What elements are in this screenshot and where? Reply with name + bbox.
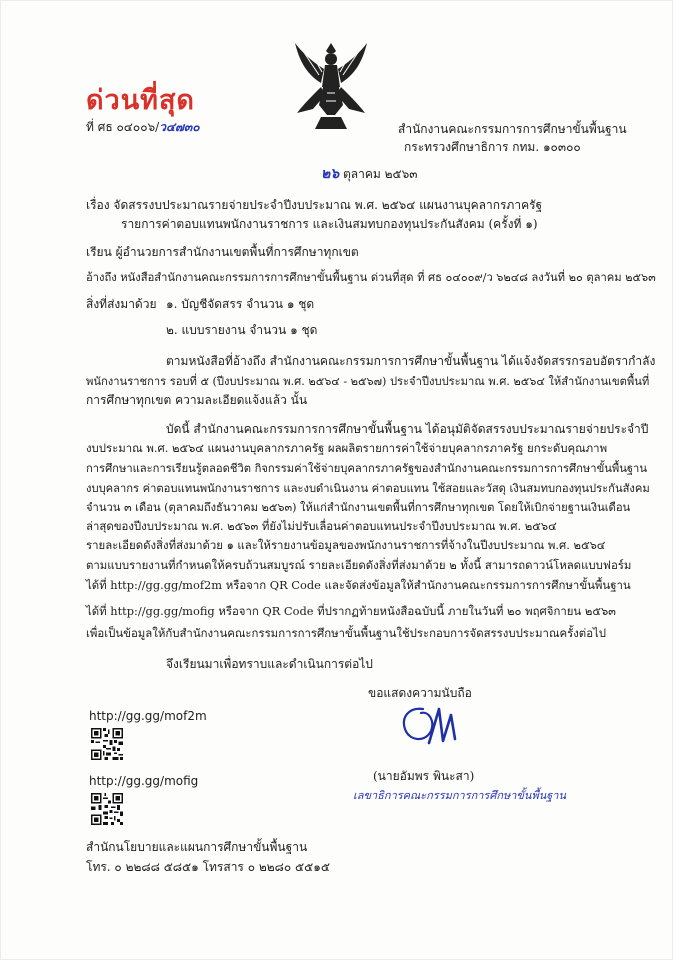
link-mof2m[interactable]: http://gg.gg/mof2m — [89, 709, 207, 723]
paragraph2-line: รายละเอียดดังสิ่งที่ส่งมาด้วย ๑ และให้รายงานข้อมูลของพนักงานราชการที่จ้างในปีงบประมาณ พ.ศ. ๒๕๖๔ — [86, 538, 606, 552]
qr-code-mofig[interactable] — [91, 793, 123, 825]
paragraph2-line: การศึกษาและการเรียนรู้ตลอดชีวิต กิจกรรมค่าใช้จ่ายบุคลากรภาครัฐของสำนักงานคณะกรรมการการศึกษาขั้นพื้นฐาน — [86, 462, 647, 475]
doc-number-prefix: ที่ ศธ ๐๔๐๐๖/ — [86, 120, 160, 134]
doc-number-handwritten: ว๔๗๓๐ — [159, 120, 200, 134]
paragraph2-line: จำนวน ๓ เดือน (ตุลาคมถึงธันวาคม ๒๕๖๓) ให้แก่สำนักงานเขตพื้นที่การศึกษาทุกเขต โดยให้เบิกจ่ายฐานเงินเดือน — [86, 501, 631, 514]
footer-unit: สำนักนโยบายและแผนการศึกษาขั้นพื้นฐาน — [86, 840, 308, 854]
reference: อ้างถึง หนังสือสำนักงานคณะกรรมการการศึกษาขั้นพื้นฐาน ด่วนที่สุด ที่ ศธ ๐๔๐๐๙/ว ๖๒๔๘ ลงวันที่ ๒๐ ตุลาคม ๒๕๖๓ — [86, 271, 656, 284]
office-name: สำนักงานคณะกรรมการการศึกษาขั้นพื้นฐาน — [398, 122, 627, 136]
paragraph2-line: ได้ที่ http://gg.gg/mof2m หรือจาก QR Code และจัดส่งข้อมูลให้สำนักงานคณะกรรมการการศึกษาขั้นพื้นฐาน — [86, 578, 631, 592]
paragraph2-line: งบประมาณ พ.ศ. ๒๕๖๔ แผนงานบุคลากรภาครัฐ ผลผลิตรายการค่าใช้จ่ายบุคลากรภาครัฐ ยกระดับคุณภาพ — [86, 441, 608, 455]
attachment-item-2: ๒. แบบรายงาน จำนวน ๑ ชุด — [166, 323, 318, 337]
paragraph2-line: บัดนี้ สำนักงานคณะกรรมการการศึกษาขั้นพื้นฐาน ได้อนุมัติจัดสรรงบประมาณรายจ่ายประจำปี — [166, 422, 649, 436]
letter-date — [321, 163, 417, 185]
signer-title: เลขาธิการคณะกรรมการการศึกษาขั้นพื้นฐาน — [353, 789, 566, 802]
date-month-year: ตุลาคม ๒๕๖๓ — [342, 167, 418, 181]
paragraph2-line: ได้ที่ http://gg.gg/mofig หรือจาก QR Code ที่ปรากฏท้ายหนังสือฉบับนี้ ภายในวันที่ ๒๐ พฤศจิกายน ๒๕๖๓ — [86, 604, 616, 618]
recipient: เรียน ผู้อำนวยการสำนักงานเขตพื้นที่การศึกษาทุกเขต — [86, 245, 359, 259]
paragraph2-line: เพื่อเป็นข้อมูลให้กับสำนักงานคณะกรรมการการศึกษาขั้นพื้นฐานใช้ประกอบการจัดสรรงบประมาณครั้งต่อไป — [86, 626, 607, 640]
signer-name: (นายอัมพร พินะสา) — [373, 769, 475, 783]
qr-code-mof2m[interactable] — [91, 728, 123, 760]
urgency-stamp: ด่วนที่สุด — [86, 85, 195, 116]
signature-image — [395, 703, 475, 753]
closing-request: จึงเรียนมาเพื่อทราบและดำเนินการต่อไป — [166, 657, 373, 671]
paragraph1-line: การศึกษาทุกเขต ความละเอียดแจ้งแล้ว นั้น — [86, 393, 308, 407]
footer-phone: โทร. ๐ ๒๒๘๘ ๕๘๕๑ โทรสาร ๐ ๒๒๘๐ ๕๕๑๕ — [86, 860, 330, 874]
office-address: กระทรวงศึกษาธิการ กทม. ๑๐๓๐๐ — [404, 140, 581, 154]
regards: ขอแสดงความนับถือ — [368, 686, 472, 700]
paragraph2-line: งบบุคลากร ค่าตอบแทนพนักงานราชการ และงบดำเนินงาน ค่าตอบแทน ใช้สอยและวัสดุ เงินสมทบกองทุนประกันสังคม — [86, 482, 650, 495]
paragraph2-line: ตามแบบรายงานที่กำหนดให้ครบถ้วนสมบูรณ์ รายละเอียดดังสิ่งที่ส่งมาด้วย ๒ ทั้งนี้ สามารถดาวน์โหลดแบบฟอร์ม — [86, 558, 632, 572]
paragraph1-line: ตามหนังสือที่อ้างถึง สำนักงานคณะกรรมการการศึกษาขั้นพื้นฐาน ได้แจ้งจัดสรรกรอบอัตรากำลัง — [166, 354, 656, 368]
subject-line-1: เรื่อง จัดสรรงบประมาณรายจ่ายประจำปีงบประมาณ พ.ศ. ๒๕๖๔ แผนงานบุคลากรภาครัฐ — [86, 198, 543, 212]
attachments-label: สิ่งที่ส่งมาด้วย — [86, 297, 157, 311]
paragraph2-line: ล่าสุดของปีงบประมาณ พ.ศ. ๒๕๖๓ ที่ยังไม่ปรับเลื่อนค่าตอบแทนประจำปีงบประมาณ พ.ศ. ๒๕๖๔ — [86, 519, 557, 533]
garuda-emblem-icon — [291, 39, 371, 134]
date-day-handwritten: ๒๖ — [321, 166, 340, 182]
paragraph1-line: พนักงานราชการ รอบที่ ๕ (ปีงบประมาณ พ.ศ. ๒๕๖๔ - ๒๕๖๗) ประจำปีงบประมาณ พ.ศ. ๒๕๖๔ ให้สำนักงานเขตพื้นที่ — [86, 375, 650, 388]
document-number — [86, 118, 200, 137]
subject-line-2: รายการค่าตอบแทนพนักงานราชการ และเงินสมทบกองทุนประกันสังคม (ครั้งที่ ๑) — [121, 217, 538, 231]
link-mofig[interactable]: http://gg.gg/mofig — [89, 774, 199, 788]
attachment-item-1: ๑. บัญชีจัดสรร จำนวน ๑ ชุด — [166, 297, 315, 311]
